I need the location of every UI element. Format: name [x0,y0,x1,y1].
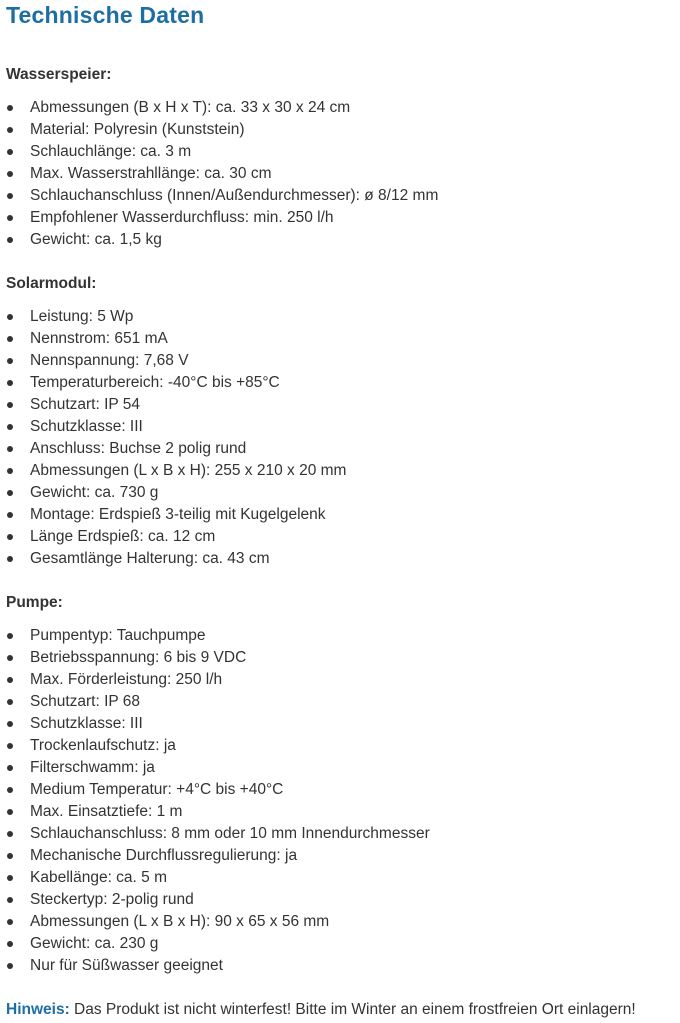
list-item [6,933,680,955]
spec-text: Anschluss: Buchse 2 polig rund [30,440,247,457]
bullet-icon [7,314,13,320]
spec-text: Pumpentyp: Tauchpumpe [30,627,206,644]
list-item [6,691,680,713]
bullet-icon [7,105,13,111]
spec-text: Max. Wasserstrahllänge: ca. 30 cm [30,165,272,182]
bullet-icon [7,358,13,364]
bullet-icon [7,787,13,793]
bullet-icon [7,424,13,430]
list-item [6,845,680,867]
list-item [6,801,680,823]
section-heading: Pumpe: [6,594,63,611]
spec-text: Schutzart: IP 68 [30,693,140,710]
list-item [6,669,680,691]
section-wasserspeier [6,64,680,251]
spec-text: Material: Polyresin (Kunststein) [30,121,245,138]
spec-text: Betriebsspannung: 6 bis 9 VDC [30,649,247,666]
list-item [6,889,680,911]
bullet-icon [7,897,13,903]
list-item [6,185,680,207]
spec-list [6,97,680,251]
list-item [6,207,680,229]
spec-text: Länge Erdspieß: ca. 12 cm [30,528,216,545]
bullet-icon [7,336,13,342]
bullet-icon [7,149,13,155]
list-item [6,141,680,163]
list-item [6,119,680,141]
list-item [6,328,680,350]
bullet-icon [7,853,13,859]
bullet-icon [7,963,13,969]
bullet-icon [7,402,13,408]
spec-text: Kabellänge: ca. 5 m [30,869,168,886]
list-item [6,350,680,372]
bullet-icon [7,237,13,243]
list-item [6,548,680,570]
spec-list [6,306,680,570]
spec-text: Nennstrom: 651 mA [30,330,168,347]
spec-text: Gesamtlänge Halterung: ca. 43 cm [30,550,270,567]
spec-text: Schlauchanschluss: 8 mm oder 10 mm Innendurchmesser [30,825,430,842]
list-item [6,416,680,438]
spec-text: Empfohlener Wasserdurchfluss: min. 250 l/h [30,209,334,226]
spec-text: Leistung: 5 Wp [30,308,134,325]
section-heading: Solarmodul: [6,275,97,292]
notice-text: Das Produkt ist nicht winterfest! Bitte im Winter an einem frostfreien Ort einlagern! [69,1001,636,1018]
list-item [6,372,680,394]
spec-text: Schutzklasse: III [30,418,143,435]
spec-text: Abmessungen (L x B x H): 255 x 210 x 20 mm [30,462,347,479]
bullet-icon [7,699,13,705]
spec-text: Medium Temperatur: +4°C bis +40°C [30,781,284,798]
bullet-icon [7,765,13,771]
list-item [6,526,680,548]
list-item [6,911,680,933]
bullet-icon [7,941,13,947]
bullet-icon [7,215,13,221]
bullet-icon [7,380,13,386]
list-item [6,460,680,482]
spec-text: Gewicht: ca. 730 g [30,484,159,501]
bullet-icon [7,556,13,562]
spec-text: Mechanische Durchflussregulierung: ja [30,847,298,864]
spec-text: Abmessungen (B x H x T): ca. 33 x 30 x 24 cm [30,99,351,116]
list-item [6,867,680,889]
bullet-icon [7,171,13,177]
spec-text: Nur für Süßwasser geeignet [30,957,223,974]
section-heading: Wasserspeier: [6,66,112,83]
spec-text: Abmessungen (L x B x H): 90 x 65 x 56 mm [30,913,330,930]
list-item [6,955,680,977]
spec-text: Schutzart: IP 54 [30,396,140,413]
bullet-icon [7,193,13,199]
bullet-icon [7,809,13,815]
list-item [6,757,680,779]
list-item [6,394,680,416]
bullet-icon [7,534,13,540]
notice [6,999,680,1021]
spec-text: Max. Einsatztiefe: 1 m [30,803,183,820]
spec-text: Steckertyp: 2-polig rund [30,891,194,908]
list-item [6,438,680,460]
list-item [6,647,680,669]
spec-text: Gewicht: ca. 230 g [30,935,159,952]
spec-list [6,625,680,977]
list-item [6,625,680,647]
bullet-icon [7,468,13,474]
bullet-icon [7,490,13,496]
spec-text: Schlauchlänge: ca. 3 m [30,143,192,160]
spec-text: Montage: Erdspieß 3-teilig mit Kugelgelenk [30,506,326,523]
list-item [6,97,680,119]
page-title: Technische Daten [6,2,205,28]
list-item [6,823,680,845]
list-item [6,482,680,504]
bullet-icon [7,446,13,452]
bullet-icon [7,633,13,639]
list-item [6,713,680,735]
list-item [6,306,680,328]
bullet-icon [7,919,13,925]
spec-text: Gewicht: ca. 1,5 kg [30,231,162,248]
spec-text: Schutzklasse: III [30,715,143,732]
spec-text: Max. Förderleistung: 250 l/h [30,671,223,688]
spec-text: Trockenlaufschutz: ja [30,737,176,754]
list-item [6,504,680,526]
spec-text: Temperaturbereich: -40°C bis +85°C [30,374,280,391]
bullet-icon [7,875,13,881]
bullet-icon [7,512,13,518]
list-item [6,779,680,801]
list-item [6,163,680,185]
bullet-icon [7,677,13,683]
list-item [6,735,680,757]
bullet-icon [7,655,13,661]
bullet-icon [7,831,13,837]
spec-text: Nennspannung: 7,68 V [30,352,189,369]
spec-text: Filterschwamm: ja [30,759,155,776]
section-pumpe [6,592,680,977]
bullet-icon [7,743,13,749]
list-item [6,229,680,251]
spec-text: Schlauchanschluss (Innen/Außendurchmesser): ø 8/12 mm [30,187,439,204]
bullet-icon [7,127,13,133]
section-solarmodul [6,273,680,570]
notice-label: Hinweis: [6,1001,70,1018]
bullet-icon [7,721,13,727]
